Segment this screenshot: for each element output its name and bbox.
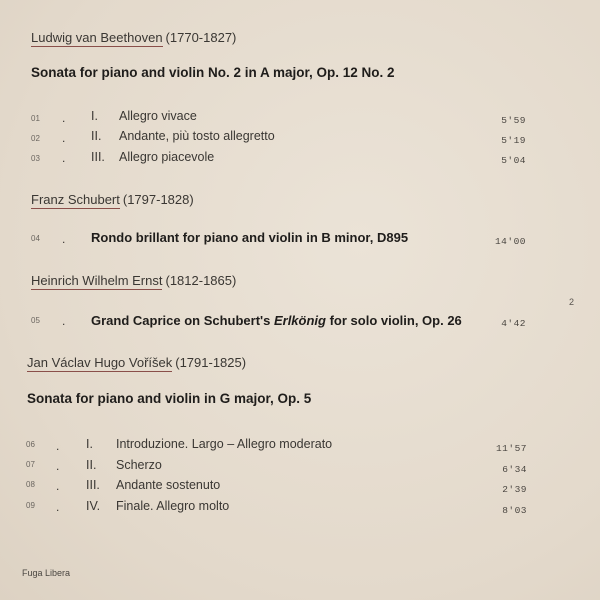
track-dot: . — [62, 151, 66, 165]
track-title-italic: Erlkönig — [273, 313, 326, 328]
track-title: Scherzo — [116, 458, 162, 472]
track-duration: 5'04 — [501, 155, 526, 166]
track-title: Andante, più tosto allegretto — [119, 129, 275, 143]
track-dot: . — [56, 479, 60, 493]
work-title: Sonata for piano and violin No. 2 in A major, Op. 12 No. 2 — [31, 65, 395, 80]
track-number: 04 — [31, 234, 40, 243]
movement-number: III. — [91, 150, 105, 164]
composer-heading-beethoven — [31, 30, 236, 45]
movement-number: I. — [86, 437, 93, 451]
track-dot: . — [56, 439, 60, 453]
track-duration: 11'57 — [495, 443, 527, 454]
track-number: 01 — [31, 114, 40, 123]
composer-dates: (1797-1828) — [122, 192, 194, 207]
track-number: 07 — [26, 460, 35, 469]
movement-number: II. — [86, 458, 97, 472]
composer-heading-vorisek — [27, 355, 246, 370]
track-duration: 5'59 — [501, 115, 526, 126]
track-dot: . — [56, 459, 60, 473]
composer-name: Ludwig van Beethoven — [31, 30, 163, 45]
track-number: 06 — [26, 440, 35, 449]
track-number: 08 — [26, 480, 35, 489]
record-label: Fuga Libera — [22, 568, 71, 578]
track-title: Rondo brillant for piano and violin in B minor, D895 — [91, 230, 409, 245]
composer-heading-ernst — [31, 273, 236, 288]
composer-dates: (1791-1825) — [175, 355, 247, 370]
track-duration: 8'03 — [502, 505, 527, 516]
track-number: 02 — [31, 134, 40, 143]
movement-number: II. — [91, 129, 102, 143]
track-title-part: for solo violin, Op. 26 — [325, 313, 462, 328]
page-number: 2 — [569, 297, 575, 307]
track-title: Allegro piacevole — [119, 150, 215, 164]
track-dot: . — [62, 111, 66, 125]
composer-name: Jan Václav Hugo Voříšek — [27, 355, 173, 370]
track-number: 09 — [26, 501, 35, 510]
movement-number: IV. — [86, 499, 101, 513]
composer-name: Heinrich Wilhelm Ernst — [31, 273, 163, 288]
track-title: Allegro vivace — [119, 109, 197, 123]
track-dot: . — [62, 314, 66, 328]
track-title-part: Grand Caprice on Schubert's — [91, 313, 274, 328]
track-dot: . — [62, 131, 66, 145]
track-title: Finale. Allegro molto — [116, 499, 230, 513]
track-duration: 14'00 — [494, 236, 526, 247]
composer-name: Franz Schubert — [31, 192, 120, 207]
track-number: 03 — [31, 154, 40, 163]
track-number: 05 — [31, 316, 40, 325]
movement-number: III. — [86, 478, 100, 492]
track-title: Introduzione. Largo – Allegro moderato — [116, 437, 333, 451]
track-duration: 6'34 — [502, 464, 527, 475]
composer-dates: (1770-1827) — [165, 30, 237, 45]
work-title: Sonata for piano and violin in G major, Op. 5 — [27, 391, 312, 406]
track-title: Andante sostenuto — [116, 478, 221, 492]
track-duration: 4'42 — [501, 318, 526, 329]
track-duration: 2'39 — [502, 484, 527, 495]
track-duration: 5'19 — [501, 135, 526, 146]
movement-number: I. — [91, 109, 98, 123]
track-title — [91, 313, 462, 328]
composer-heading-schubert — [31, 192, 194, 207]
track-dot: . — [56, 500, 60, 514]
track-dot: . — [62, 232, 66, 246]
composer-dates: (1812-1865) — [165, 273, 237, 288]
